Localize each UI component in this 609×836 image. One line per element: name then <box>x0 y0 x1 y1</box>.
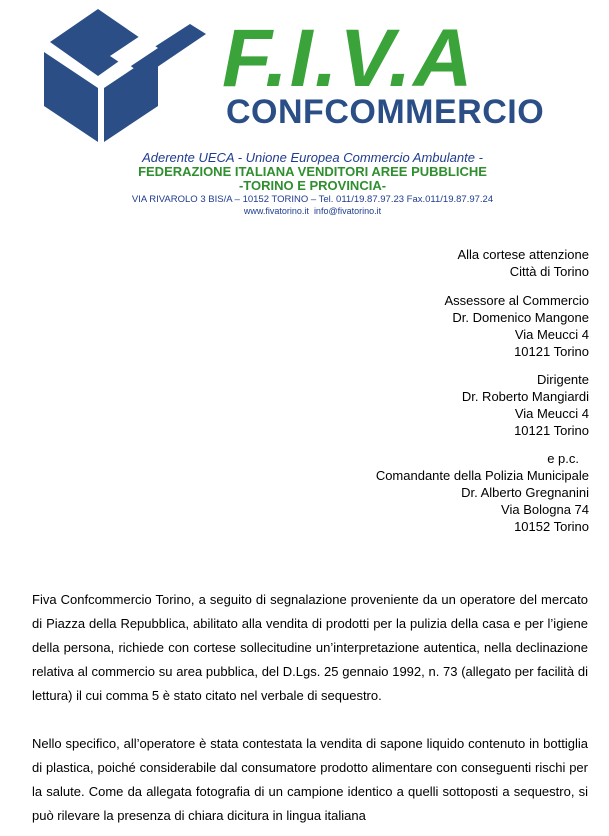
federation-line: FEDERAZIONE ITALIANA VENDITORI AREE PUBBLICHE <box>138 164 487 179</box>
brand-subtitle: CONFCOMMERCIO <box>226 93 545 131</box>
recipient-line: Città di Torino <box>509 264 589 279</box>
fiva-logo-icon <box>40 4 208 144</box>
recipient-line: Dr. Domenico Mangone <box>452 310 589 325</box>
brand-title: F.I.V.A <box>222 13 475 104</box>
recipient-line: Dirigente <box>536 372 589 387</box>
body-paragraph-2: Nello specifico, all’operatore è stata contestata la vendita di sapone liquido contenuto in bottiglia di plastica, poiché considerabile dal consumatore prodotto alimentare con conseguenti rischi per la salute. Come da allegata fotografia di un campione identico a quelli sottoposti a sequestro, si può rilevare la presenza di chiara dicitura in lingua italiana <box>32 736 588 823</box>
email-link[interactable]: info@fivatorino.it <box>313 206 382 216</box>
recipient-block-dirigente <box>289 371 589 439</box>
recipient-line: Comandante della Polizia Municipale <box>375 468 589 483</box>
recipient-line: Via Bologna 74 <box>501 502 589 517</box>
recipient-line: Via Meucci 4 <box>514 406 589 421</box>
contact-line <box>8 206 609 216</box>
cc-label: e p.c. <box>547 451 579 466</box>
recipient-line: Via Meucci 4 <box>514 327 589 342</box>
address-line: VIA RIVAROLO 3 BIS/A – 10152 TORINO – Tel. 011/19.87.97.23 Fax.011/19.87.97.24 <box>131 194 494 205</box>
recipient-line: 10152 Torino <box>514 519 589 534</box>
recipient-block-city <box>289 246 589 280</box>
recipient-line: Assessore al Commercio <box>444 293 589 308</box>
recipient-block-cc <box>289 450 589 535</box>
recipient-line: Alla cortese attenzione <box>457 247 589 262</box>
recipient-line: 10121 Torino <box>514 344 589 359</box>
body-paragraph-1: Fiva Confcommercio Torino, a seguito di segnalazione proveniente da un operatore del mercato di Piazza della Repubblica, abilitato alla vendita di prodotti per la pulizia della casa e per l’igiene della persona, richiede con cortese sollecitudine un’interpretazione autentica, nella declinazione relativa al commercio su area pubblica, del D.Lgs. 25 gennaio 1992, n. 73 (allegato per facilità di lettura) il cui comma 5 è stato citato nel verbale di sequestro. <box>32 592 588 703</box>
recipient-block-assessore <box>289 292 589 360</box>
recipient-line: 10121 Torino <box>514 423 589 438</box>
website-link[interactable]: www.fivatorino.it <box>243 206 309 216</box>
recipient-line: Dr. Roberto Mangiardi <box>461 389 589 404</box>
region-line: -TORINO E PROVINCIA- <box>238 178 387 193</box>
recipient-line: Dr. Alberto Gregnanini <box>461 485 589 500</box>
affiliation-line: Aderente UECA - Unione Europea Commercio Ambulante - <box>142 150 483 165</box>
